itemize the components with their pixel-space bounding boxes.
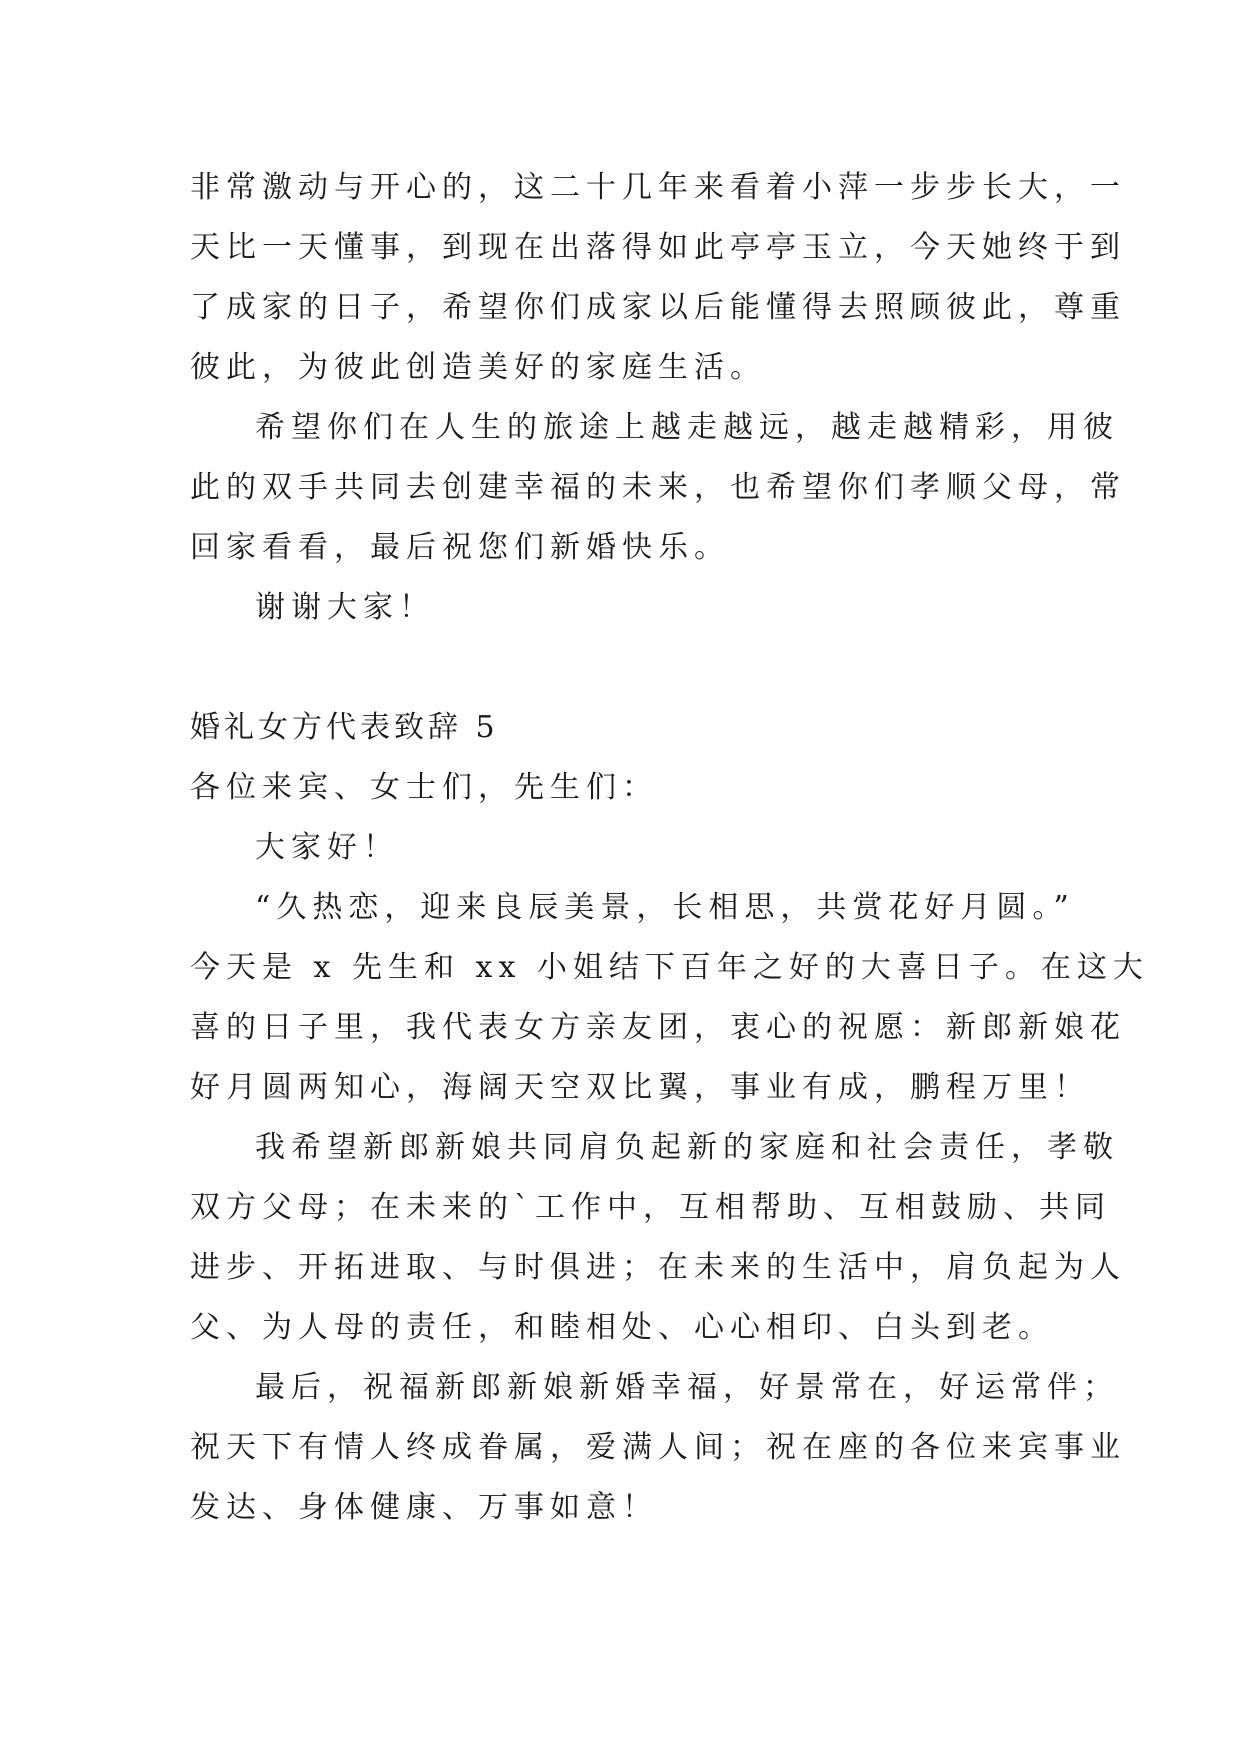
section5-paragraph-2 <box>190 1118 1126 1358</box>
text-line: “久热恋，迎来良辰美景，长相思，共赏花好月圆。” <box>255 890 1075 925</box>
text-line: 好月圆两知心，海阔天空双比翼，事业有成，鹏程万里！ <box>190 1070 1090 1105</box>
text-line: 非常激动与开心的，这二十几年来看着小萍一步步长大，一 <box>190 170 1126 205</box>
section-gap <box>190 638 1070 698</box>
text-line: 双方父母；在未来的`工作中，互相帮助、互相鼓励、共同 <box>190 1190 1111 1225</box>
thanks-line: 谢谢大家！ <box>255 590 435 625</box>
section5-paragraph-1 <box>190 878 1149 1118</box>
salutation: 各位来宾、女士们，先生们： <box>190 770 658 805</box>
text-line: 了成家的日子，希望你们成家以后能懂得去照顾彼此，尊重 <box>190 290 1126 325</box>
text-line: 喜的日子里，我代表女方亲友团，衷心的祝愿：新郎新娘花 <box>190 1010 1126 1045</box>
greeting: 大家好！ <box>255 830 399 865</box>
text-line: 父、为人母的责任，和睦相处、心心相印、白头到老。 <box>190 1310 1054 1345</box>
text-line: 我希望新郎新娘共同肩负起新的家庭和社会责任，孝敬 <box>255 1130 1119 1165</box>
text-line: 回家看看，最后祝您们新婚快乐。 <box>190 530 730 565</box>
text-line: 天比一天懂事，到现在出落得如此亭亭玉立，今天她终于到 <box>190 230 1126 265</box>
section5-paragraph-3 <box>190 1358 1126 1538</box>
prev-paragraph-1 <box>190 158 1126 398</box>
text-line: 彼此，为彼此创造美好的家庭生活。 <box>190 350 766 385</box>
text-line: 进步、开拓进取、与时俱进；在未来的生活中，肩负起为人 <box>190 1250 1126 1285</box>
text-line: 今天是 x 先生和 xx 小姐结下百年之好的大喜日子。在这大 <box>190 950 1149 985</box>
text-line: 祝天下有情人终成眷属，爱满人间；祝在座的各位来宾事业 <box>190 1430 1126 1465</box>
text-line: 最后，祝福新郎新娘新婚幸福，好景常在，好运常伴； <box>255 1370 1119 1405</box>
text-line: 发达、身体健康、万事如意！ <box>190 1490 658 1525</box>
section-title: 婚礼女方代表致辞 5 <box>190 710 499 745</box>
text-line: 希望你们在人生的旅途上越走越远，越走越精彩，用彼 <box>255 410 1119 445</box>
document-page <box>190 158 1149 1538</box>
prev-paragraph-2 <box>190 398 1126 578</box>
text-line: 此的双手共同去创建幸福的未来，也希望你们孝顺父母，常 <box>190 470 1126 505</box>
